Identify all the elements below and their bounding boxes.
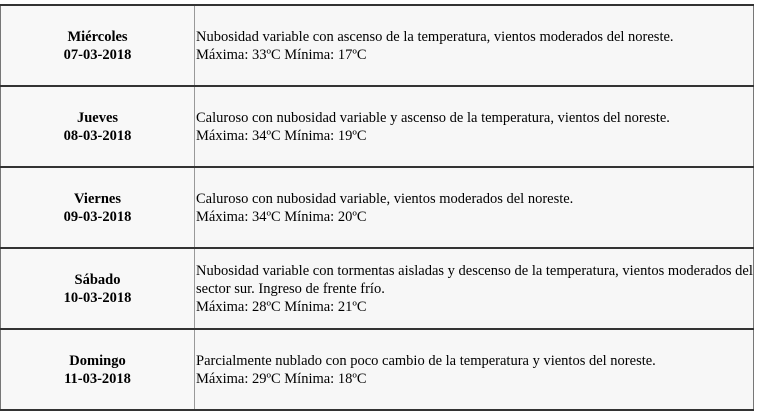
description-cell: [195, 329, 754, 410]
description-cell: [195, 167, 754, 248]
description-cell: [195, 86, 754, 167]
forecast-description: Caluroso con nubosidad variable y ascenso de la temperatura, vientos del noreste.: [196, 109, 670, 126]
day-name: Domingo: [69, 352, 126, 369]
day-date: 08-03-2018: [63, 127, 132, 144]
forecast-table: [0, 4, 754, 411]
temperature-range: Máxima: 34ºC Mínima: 20ºC: [196, 208, 367, 225]
day-name: Miércoles: [67, 28, 128, 45]
day-cell: [1, 86, 195, 167]
day-cell: [1, 5, 195, 86]
description-cell: [195, 5, 754, 86]
forecast-row-jueves: [1, 86, 754, 167]
forecast-description: Nubosidad variable con tormentas aisladas y descenso de la temperatura, vientos moderados del sector sur. Ingreso de frente frío.: [196, 262, 753, 297]
day-date: 10-03-2018: [63, 289, 132, 306]
temperature-range: Máxima: 28ºC Mínima: 21ºC: [196, 298, 367, 315]
day-name: Jueves: [76, 109, 119, 126]
day-name: Viernes: [74, 190, 121, 207]
forecast-row-viernes: [1, 167, 754, 248]
forecast-row-miercoles: [1, 5, 754, 86]
day-date: 07-03-2018: [63, 46, 132, 63]
description-cell: [195, 248, 754, 329]
forecast-description: Caluroso con nubosidad variable, vientos moderados del noreste.: [196, 190, 574, 207]
forecast-description: Parcialmente nublado con poco cambio de la temperatura y vientos del noreste.: [196, 352, 656, 369]
temperature-range: Máxima: 29ºC Mínima: 18ºC: [196, 370, 367, 387]
day-cell: [1, 248, 195, 329]
forecast-row-domingo: [1, 329, 754, 410]
temperature-range: Máxima: 33ºC Mínima: 17ºC: [196, 46, 367, 63]
forecast-description: Nubosidad variable con ascenso de la temperatura, vientos moderados del noreste.: [196, 28, 674, 45]
day-date: 09-03-2018: [63, 208, 132, 225]
temperature-range: Máxima: 34ºC Mínima: 19ºC: [196, 127, 367, 144]
day-cell: [1, 329, 195, 410]
forecast-row-sabado: [1, 248, 754, 329]
day-name: Sábado: [74, 271, 121, 288]
day-date: 11-03-2018: [64, 370, 131, 387]
day-cell: [1, 167, 195, 248]
